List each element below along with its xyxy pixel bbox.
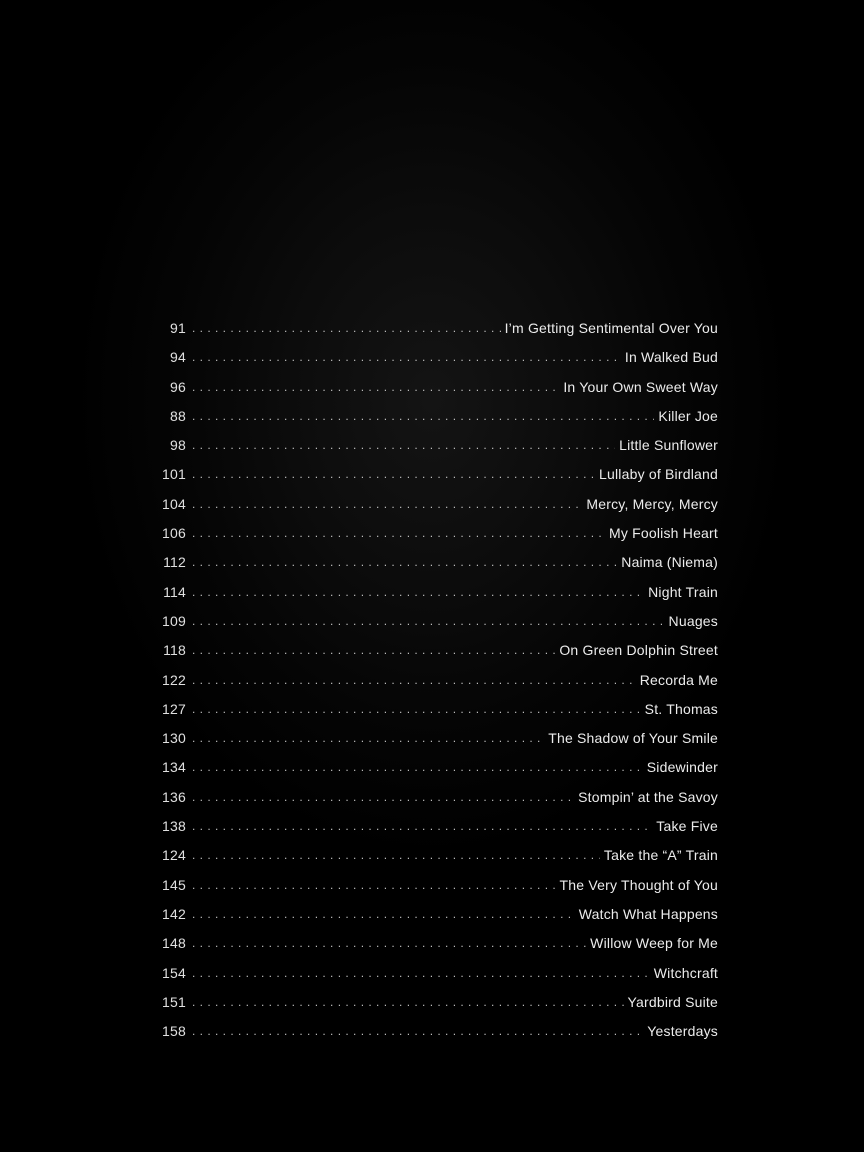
toc-entry[interactable] bbox=[160, 818, 718, 847]
song-title: Recorda Me bbox=[639, 671, 718, 688]
toc-entry[interactable] bbox=[160, 847, 718, 876]
toc-entry[interactable] bbox=[160, 613, 718, 642]
dot-leader bbox=[192, 731, 544, 745]
song-title: Witchcraft bbox=[653, 964, 718, 981]
toc-entry[interactable] bbox=[160, 496, 718, 525]
dot-leader bbox=[192, 409, 654, 423]
song-title: The Shadow of Your Smile bbox=[548, 730, 718, 747]
dot-leader bbox=[192, 760, 643, 774]
page-number: 148 bbox=[162, 935, 186, 952]
dot-leader bbox=[192, 350, 621, 364]
toc-entry[interactable] bbox=[160, 584, 718, 613]
page-number: 127 bbox=[162, 700, 186, 717]
toc-entry[interactable] bbox=[160, 672, 718, 701]
song-title: Willow Weep for Me bbox=[590, 935, 718, 952]
song-title: Yardbird Suite bbox=[627, 993, 718, 1010]
dot-leader bbox=[192, 702, 641, 716]
page-number: 151 bbox=[162, 993, 186, 1010]
toc-entry[interactable] bbox=[160, 965, 718, 994]
toc-entry[interactable] bbox=[160, 320, 718, 349]
toc-entry[interactable] bbox=[160, 759, 718, 788]
page-number: 134 bbox=[162, 759, 186, 776]
song-title: Watch What Happens bbox=[578, 905, 718, 922]
toc-entry[interactable] bbox=[160, 408, 718, 437]
song-title: In Walked Bud bbox=[624, 349, 718, 366]
dot-leader bbox=[192, 995, 624, 1009]
toc-entry[interactable] bbox=[160, 437, 718, 466]
page-number: 106 bbox=[162, 525, 186, 542]
dot-leader bbox=[192, 907, 575, 921]
page-number: 122 bbox=[162, 671, 186, 688]
page-number: 145 bbox=[162, 876, 186, 893]
dot-leader bbox=[192, 438, 615, 452]
page-number: 130 bbox=[162, 730, 186, 747]
dot-leader bbox=[192, 848, 600, 862]
song-title: On Green Dolphin Street bbox=[559, 642, 718, 659]
page-number: 109 bbox=[162, 612, 186, 629]
song-title: Mercy, Mercy, Mercy bbox=[586, 495, 718, 512]
dot-leader bbox=[192, 321, 501, 335]
dot-leader bbox=[192, 673, 636, 687]
song-title: Yesterdays bbox=[647, 1023, 718, 1040]
toc-entry[interactable] bbox=[160, 349, 718, 378]
page-number: 91 bbox=[170, 320, 186, 336]
song-title: Little Sunflower bbox=[619, 437, 718, 454]
toc-entry[interactable] bbox=[160, 1023, 718, 1052]
toc-entry[interactable] bbox=[160, 877, 718, 906]
song-title: Take Five bbox=[656, 818, 718, 835]
dot-leader bbox=[192, 497, 582, 511]
page-number: 96 bbox=[170, 378, 186, 395]
song-title: Sidewinder bbox=[646, 759, 718, 776]
page-number: 118 bbox=[163, 642, 186, 659]
toc-entry[interactable] bbox=[160, 935, 718, 964]
page-number: 136 bbox=[162, 788, 186, 805]
song-title: St. Thomas bbox=[644, 700, 718, 717]
song-title: Take the “A” Train bbox=[603, 847, 718, 864]
page-number: 88 bbox=[170, 407, 186, 424]
toc-entry[interactable] bbox=[160, 466, 718, 495]
dot-leader bbox=[192, 819, 652, 833]
song-title: The Very Thought of You bbox=[559, 876, 718, 893]
toc-entry[interactable] bbox=[160, 906, 718, 935]
dot-leader bbox=[192, 878, 556, 892]
song-title: Stompin’ at the Savoy bbox=[578, 788, 718, 805]
dot-leader bbox=[192, 614, 665, 628]
song-title: Killer Joe bbox=[658, 407, 718, 424]
page-number: 104 bbox=[162, 495, 186, 512]
page-number: 98 bbox=[170, 437, 186, 454]
toc-entry[interactable] bbox=[160, 525, 718, 554]
toc-entry[interactable] bbox=[160, 379, 718, 408]
song-title: My Foolish Heart bbox=[608, 525, 718, 542]
toc-entry[interactable] bbox=[160, 789, 718, 818]
page-number: 94 bbox=[170, 349, 186, 366]
page-number: 112 bbox=[163, 554, 186, 571]
dot-leader bbox=[192, 936, 586, 950]
song-title: Nuages bbox=[668, 612, 718, 629]
song-title: Night Train bbox=[648, 583, 718, 600]
toc-entry[interactable] bbox=[160, 701, 718, 730]
page-number: 142 bbox=[162, 905, 186, 922]
page-number: 124 bbox=[162, 847, 186, 864]
dot-leader bbox=[192, 790, 574, 804]
dot-leader bbox=[192, 643, 555, 657]
toc-entry[interactable] bbox=[160, 642, 718, 671]
dot-leader bbox=[192, 585, 644, 599]
song-title: In Your Own Sweet Way bbox=[563, 378, 718, 395]
page-number: 101 bbox=[162, 466, 186, 483]
song-title: Naima (Niema) bbox=[621, 554, 718, 571]
table-of-contents bbox=[160, 320, 718, 1052]
page-number: 154 bbox=[162, 964, 186, 981]
page-number: 158 bbox=[162, 1023, 186, 1040]
dot-leader bbox=[192, 467, 595, 481]
song-title: I’m Getting Sentimental Over You bbox=[504, 320, 718, 336]
toc-entry[interactable] bbox=[160, 994, 718, 1023]
dot-leader bbox=[192, 555, 617, 569]
page-number: 114 bbox=[163, 583, 186, 600]
toc-entry[interactable] bbox=[160, 554, 718, 583]
song-title: Lullaby of Birdland bbox=[599, 466, 718, 483]
page-number: 138 bbox=[162, 818, 186, 835]
toc-entry[interactable] bbox=[160, 730, 718, 759]
dot-leader bbox=[192, 1024, 643, 1038]
dot-leader bbox=[192, 526, 605, 540]
dot-leader bbox=[192, 966, 650, 980]
dot-leader bbox=[192, 380, 559, 394]
